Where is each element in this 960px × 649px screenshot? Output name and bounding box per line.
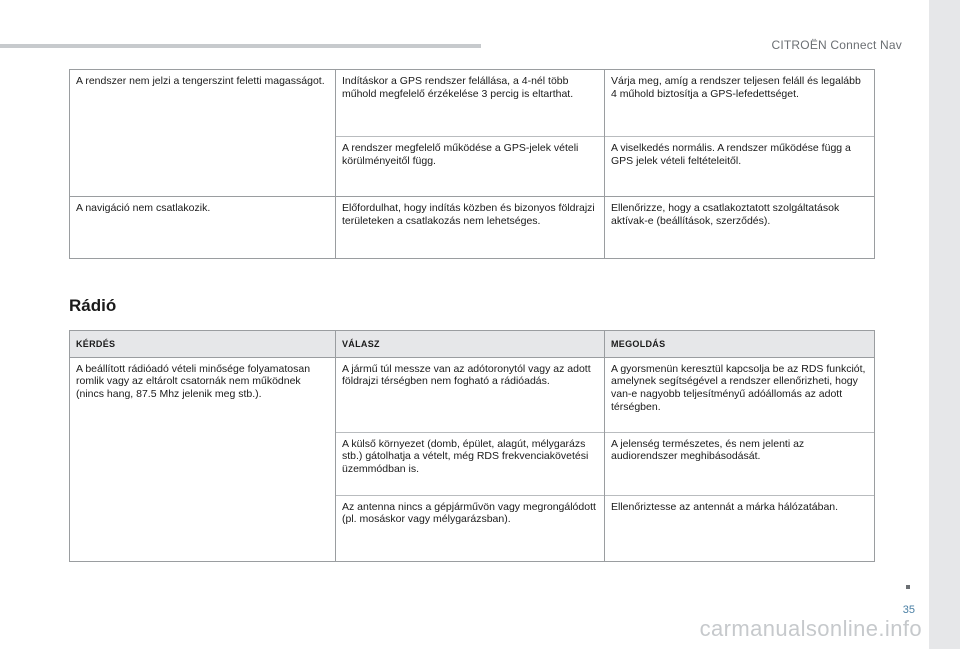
- solution-cell: A viselkedés normális. A rendszer működése függ a GPS jelek vételi feltételeitől.: [605, 137, 875, 197]
- solution-cell: A gyorsmenün keresztül kapcsolja be az RDS funkciót, amelynek segítségével a rendszer ellenőrizheti, hogy van-e nagyobb teljesítményű adóállomás az adott térségben.: [605, 357, 875, 432]
- answer-cell: Indításkor a GPS rendszer felállása, a 4-nél több műhold megfelelő érzékelése 3 percig is eltarthat.: [336, 70, 605, 137]
- solution-cell: A jelenség természetes, és nem jelenti az audiorendszer meghibásodását.: [605, 432, 875, 495]
- column-header-question: KÉRDÉS: [70, 331, 336, 358]
- solution-cell: Ellenőriztesse az antennát a márka hálózatában.: [605, 495, 875, 561]
- watermark: carmanualsonline.info: [699, 616, 922, 641]
- page-marker-dot: [906, 585, 910, 589]
- answer-cell: Előfordulhat, hogy indítás közben és bizonyos földrajzi területeken a csatlakozás nem lehetséges.: [336, 197, 605, 259]
- column-header-answer: VÁLASZ: [336, 331, 605, 358]
- page-edge-strip: [929, 0, 960, 649]
- answer-cell: A rendszer megfelelő működése a GPS-jelek vételi körülményeitől függ.: [336, 137, 605, 197]
- answer-cell: A külső környezet (domb, épület, alagút, mélygarázs stb.) gátolhatja a vételt, még RDS frekvenciakövetési üzemmódban is.: [336, 432, 605, 495]
- table-row: [70, 357, 875, 432]
- section-title: Rádió: [69, 296, 117, 315]
- solution-cell: Várja meg, amíg a rendszer teljesen feláll és legalább 4 műhold biztosítja a GPS-lefedettséget.: [605, 70, 875, 137]
- question-cell: A rendszer nem jelzi a tengerszint feletti magasságot.: [70, 70, 336, 197]
- radio-troubleshooting-table: [69, 330, 875, 562]
- answer-cell: A jármű túl messze van az adótoronytól vagy az adott földrajzi térségben nem fogható a rádióadás.: [336, 357, 605, 432]
- answer-cell: Az antenna nincs a gépjárművön vagy megrongálódott (pl. mosáskor vagy mélygarázsban).: [336, 495, 605, 561]
- header-rule: [0, 44, 481, 48]
- column-header-solution: MEGOLDÁS: [605, 331, 875, 358]
- page-number: 35: [902, 604, 915, 616]
- header-title: CITROËN Connect Nav: [771, 38, 902, 52]
- table-header-row: [70, 331, 875, 358]
- gps-troubleshooting-table: [69, 69, 875, 259]
- question-cell: A beállított rádióadó vételi minősége folyamatosan romlik vagy az eltárolt csatornák nem működnek (nincs hang, 87.5 Mhz jelenik meg stb.).: [70, 357, 336, 561]
- question-cell: A navigáció nem csatlakozik.: [70, 197, 336, 259]
- solution-cell: Ellenőrizze, hogy a csatlakoztatott szolgáltatások aktívak-e (beállítások, szerződés).: [605, 197, 875, 259]
- table-row: [70, 197, 875, 259]
- table-row: [70, 70, 875, 137]
